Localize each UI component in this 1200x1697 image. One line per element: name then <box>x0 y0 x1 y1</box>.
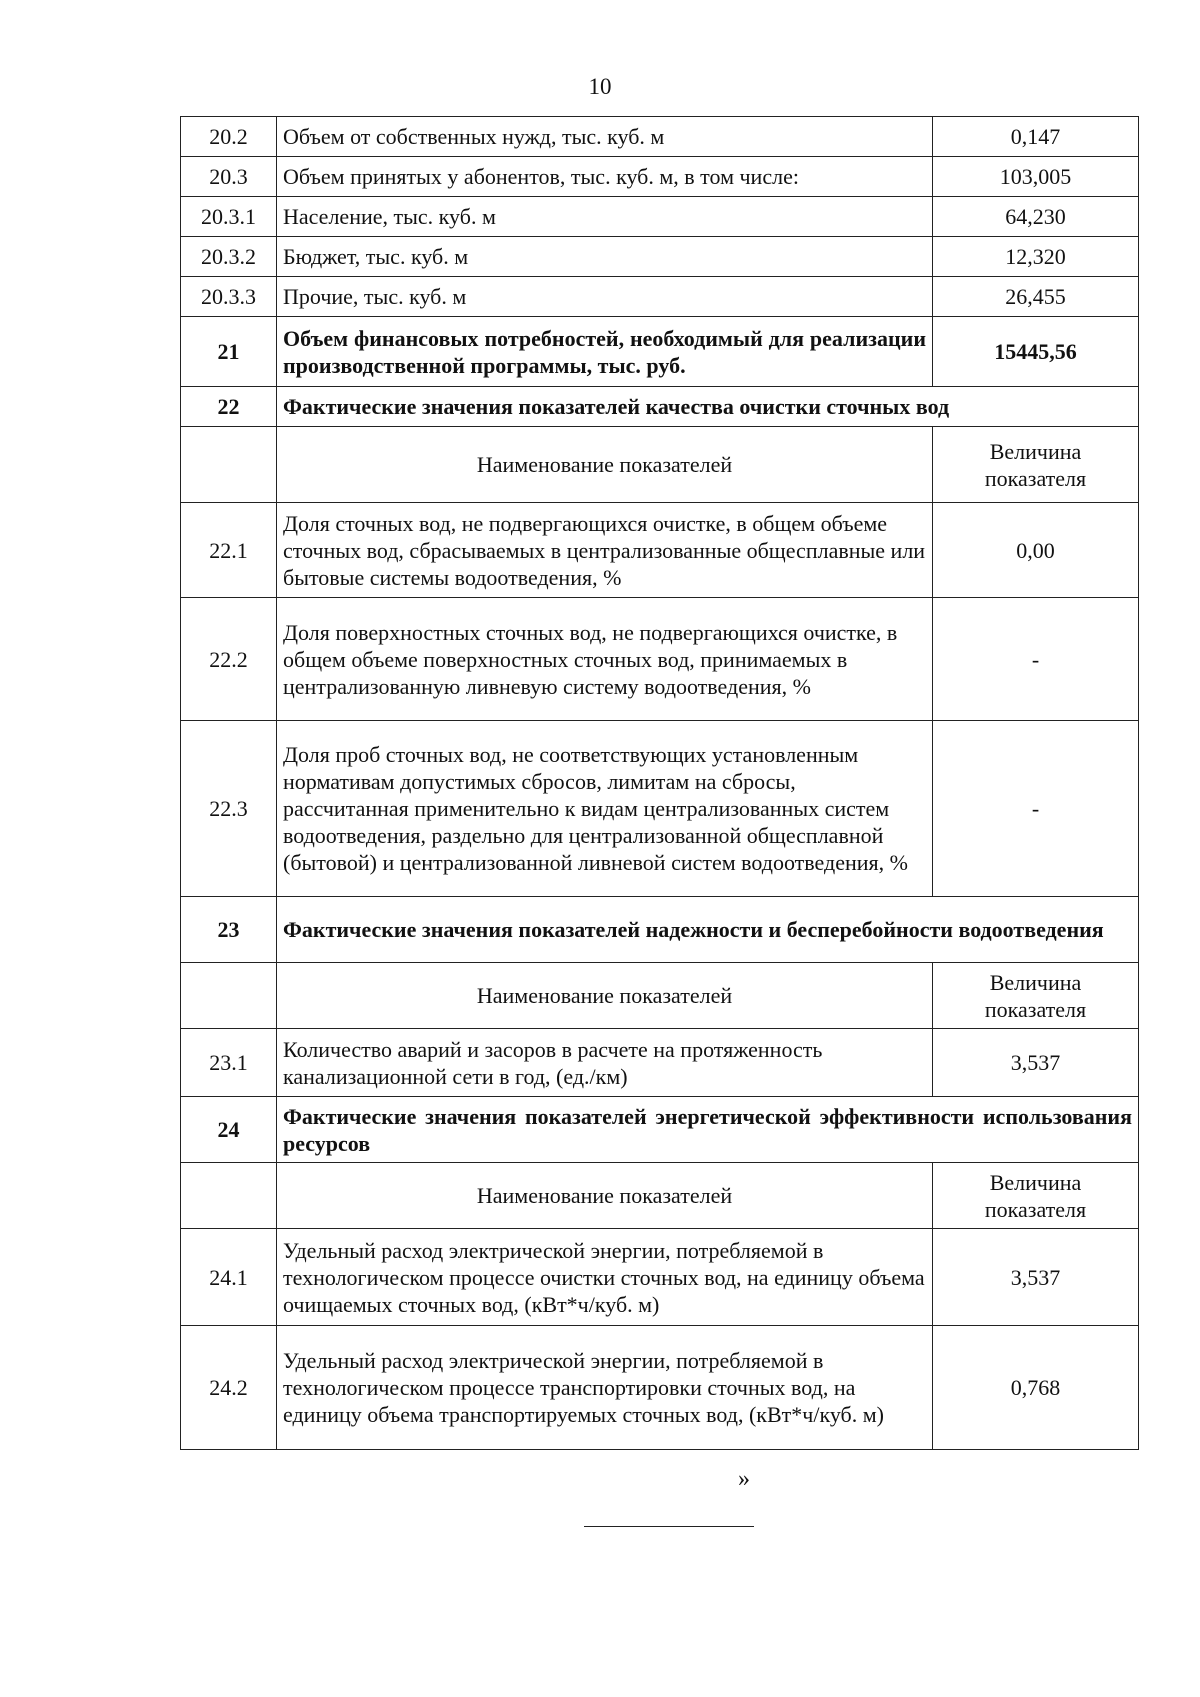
table-row <box>181 277 1139 317</box>
column-header-row <box>181 427 1139 503</box>
row-value: 26,455 <box>933 277 1139 317</box>
row-number: 20.3 <box>181 157 277 197</box>
row-value: 0,768 <box>933 1326 1139 1450</box>
table-row <box>181 1326 1139 1450</box>
section-title: Фактические значения показателей энергетической эффективности использования ресурсов <box>277 1097 1139 1163</box>
row-number: 23.1 <box>181 1029 277 1097</box>
section-title: Фактические значения показателей надежности и бесперебойности водоотведения <box>277 897 1139 963</box>
table-row <box>181 197 1139 237</box>
page-number: 10 <box>588 74 612 99</box>
row-number: 24.1 <box>181 1229 277 1326</box>
row-number: 22.1 <box>181 503 277 598</box>
table-row <box>181 598 1139 721</box>
row-number: 20.3.3 <box>181 277 277 317</box>
section-header-row <box>181 1097 1139 1163</box>
column-header-name: Наименование показателей <box>277 963 933 1029</box>
column-header-value: Величина показателя <box>933 1163 1139 1229</box>
row-value: 64,230 <box>933 197 1139 237</box>
table-row <box>181 317 1139 387</box>
table-row <box>181 721 1139 897</box>
empty-cell <box>181 427 277 503</box>
row-description: Население, тыс. куб. м <box>277 197 933 237</box>
row-value: 3,537 <box>933 1029 1139 1097</box>
empty-cell <box>181 963 277 1029</box>
row-number: 22.3 <box>181 721 277 897</box>
row-value: 12,320 <box>933 237 1139 277</box>
row-value: 103,005 <box>933 157 1139 197</box>
row-number: 22.2 <box>181 598 277 721</box>
row-value: 15445,56 <box>933 317 1139 387</box>
row-number: 20.3.1 <box>181 197 277 237</box>
row-value: 0,00 <box>933 503 1139 598</box>
row-description: Удельный расход электрической энергии, потребляемой в технологическом процессе очистки сточных вод, на единицу объема очищаемых сточных вод, (кВт*ч/куб. м) <box>277 1229 933 1326</box>
section-header-row <box>181 897 1139 963</box>
row-value: - <box>933 721 1139 897</box>
row-description: Прочие, тыс. куб. м <box>277 277 933 317</box>
row-description: Объем принятых у абонентов, тыс. куб. м, в том числе: <box>277 157 933 197</box>
row-description: Доля поверхностных сточных вод, не подвергающихся очистке, в общем объеме поверхностных сточных вод, принимаемых в централизованную ливневую систему водоотведения, % <box>277 598 933 721</box>
row-description: Доля сточных вод, не подвергающихся очистке, в общем объеме сточных вод, сбрасываемых в централизованные общесплавные или бытовые системы водоотведения, % <box>277 503 933 598</box>
section-number: 24 <box>181 1097 277 1163</box>
column-header-name: Наименование показателей <box>277 427 933 503</box>
section-number: 22 <box>181 387 277 427</box>
row-value: 0,147 <box>933 117 1139 157</box>
row-value: - <box>933 598 1139 721</box>
row-number: 21 <box>181 317 277 387</box>
row-description: Количество аварий и засоров в расчете на протяженность канализационной сети в год, (ед./км) <box>277 1029 933 1097</box>
section-title: Фактические значения показателей качества очистки сточных вод <box>277 387 1139 427</box>
section-number: 23 <box>181 897 277 963</box>
row-description: Бюджет, тыс. куб. м <box>277 237 933 277</box>
row-description: Удельный расход электрической энергии, потребляемой в технологическом процессе транспортировки сточных вод, на единицу объема транспортируемых сточных вод, (кВт*ч/куб. м) <box>277 1326 933 1450</box>
table-row <box>181 503 1139 598</box>
column-header-value: Величина показателя <box>933 963 1139 1029</box>
table-row <box>181 1229 1139 1326</box>
row-number: 20.3.2 <box>181 237 277 277</box>
closing-quote-mark: » <box>738 1466 750 1492</box>
end-divider-line <box>584 1526 754 1527</box>
row-number: 24.2 <box>181 1326 277 1450</box>
column-header-row <box>181 1163 1139 1229</box>
column-header-name: Наименование показателей <box>277 1163 933 1229</box>
table-row <box>181 157 1139 197</box>
row-description: Объем от собственных нужд, тыс. куб. м <box>277 117 933 157</box>
column-header-row <box>181 963 1139 1029</box>
row-description: Объем финансовых потребностей, необходимый для реализации производственной программы, тыс. руб. <box>277 317 933 387</box>
row-number: 20.2 <box>181 117 277 157</box>
table-row <box>181 117 1139 157</box>
indicators-table <box>180 116 1139 1450</box>
row-description: Доля проб сточных вод, не соответствующих установленным нормативам допустимых сбросов, лимитам на сбросы, рассчитанная применительно к видам централизованных систем водоотведения, раздельно для централизованной общесплавной (бытовой) и централизованной ливневой систем водоотведения, % <box>277 721 933 897</box>
table-row <box>181 237 1139 277</box>
column-header-value: Величина показателя <box>933 427 1139 503</box>
table-row <box>181 1029 1139 1097</box>
section-header-row <box>181 387 1139 427</box>
empty-cell <box>181 1163 277 1229</box>
row-value: 3,537 <box>933 1229 1139 1326</box>
